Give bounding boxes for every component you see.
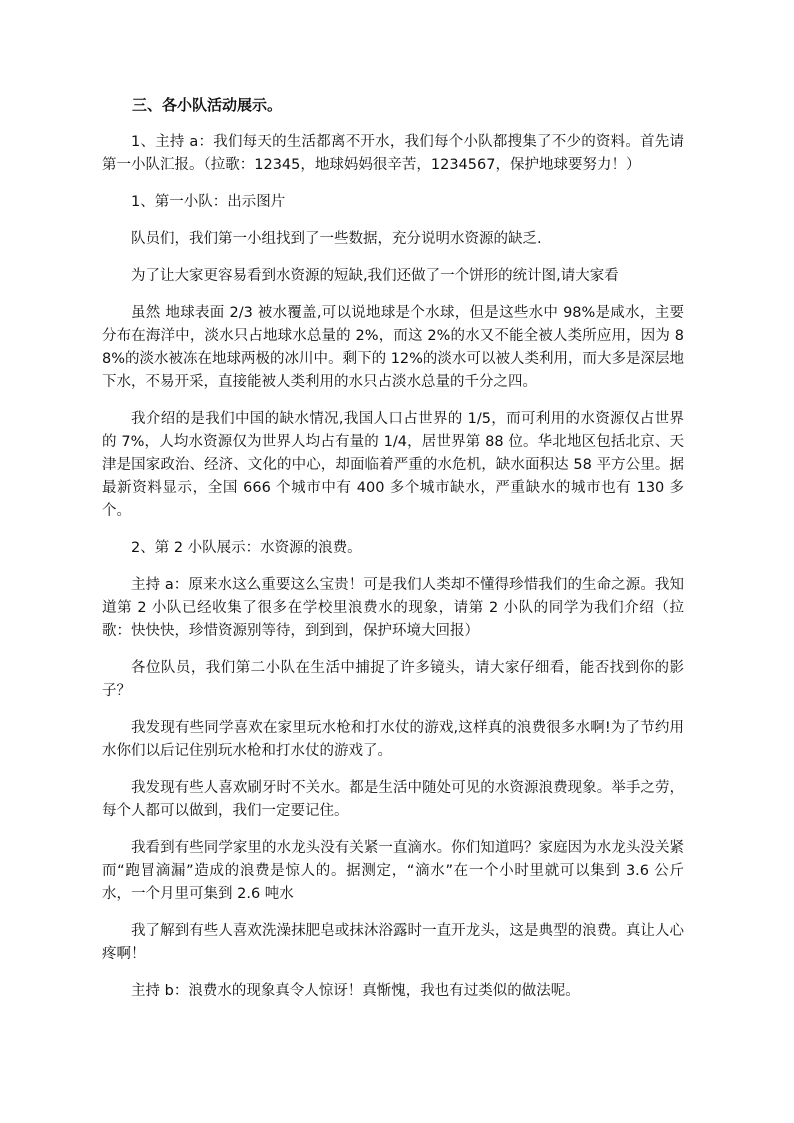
paragraph-host-a-intro: 1、主持 a：我们每天的生活都离不开水，我们每个小队都搜集了不少的资料。首先请第一小队汇报。（拉歌：12345，地球妈妈很辛苦，1234567，保护地球要努力！） <box>102 134 684 173</box>
paragraph-china-water: 我介绍的是我们中国的缺水情况,我国人口占世界的 1/5，而可利用的水资源仅占世界的 7%，人均水资源仅为世界人均占有量的 1/4，居世界第 88 位。华北地区包括北京、天津是国家政治、经济、文化的中心，却面临着严重的水危机，缺水面积达 58 平方公里。据最新资料显示，全国 666 个城市中有 400 多个城市缺水，严重缺水的城市也有 130 多个。 <box>102 411 684 519</box>
paragraph-host-b: 主持 b：浪费水的现象真令人惊讶！真惭愧，我也有过类似的做法呢。 <box>131 983 580 999</box>
paragraph-host-a-team2: 主持 a：原来水这么重要这么宝贵！可是我们人类却不懂得珍惜我们的生命之源。我知道第 2 小队已经收集了很多在学校里浪费水的现象，请第 2 小队的同学为我们介绍（拉歌：快快快，珍惜资源别等待，到到到，保护环境大回报） <box>102 577 684 639</box>
paragraph-team1-title: 1、第一小队：出示图片 <box>131 194 286 210</box>
section-heading: 三、各小队活动展示。 <box>132 96 283 114</box>
paragraph-earth-water: 虽然 地球表面 2/3 被水覆盖,可以说地球是个水球，但是这些水中 98%是咸水，主要分布在海洋中，淡水只占地球水总量的 2%，而这 2%的水又不能全被人类所应用，因为 88%的淡水被冻在地球两极的冰川中。剩下的 12%的淡水可以被人类利用，而大多是深层地下水，不易开采，直接能被人类利用的水只占淡水总量的千分之四。 <box>102 305 684 390</box>
paragraph-brushing-teeth: 我发现有些人喜欢刷牙时不关水。都是生活中随处可见的水资源浪费现象。举手之劳，每个人都可以做到，我们一定要记住。 <box>102 780 684 819</box>
paragraph-team2-members: 各位队员，我们第二小队在生活中捕捉了许多镜头，请大家仔细看，能否找到你的影子？ <box>102 660 684 699</box>
paragraph-pie-chart: 为了让大家更容易看到水资源的短缺,我们还做了一个饼形的统计图,请大家看 <box>131 268 619 284</box>
paragraph-team2-title: 2、第 2 小队展示：水资源的浪费。 <box>131 540 362 556</box>
paragraph-water-guns: 我发现有些同学喜欢在家里玩水枪和打水仗的游戏,这样真的浪费很多水啊!为了节约用水你们以后记住别玩水枪和打水仗的游戏了。 <box>102 720 684 759</box>
paragraph-team1-data: 队员们，我们第一小组找到了一些数据，充分说明水资源的缺乏. <box>131 231 542 247</box>
paragraph-shower: 我了解到有些人喜欢洗澡抹肥皂或抹沐浴露时一直开龙头，这是典型的浪费。真让人心疼啊！ <box>102 923 684 962</box>
paragraph-dripping-tap: 我看到有些同学家里的水龙头没有关紧一直滴水。你们知道吗？家庭因为水龙头没关紧而“跑冒滴漏”造成的浪费是惊人的。据测定，“滴水”在一个小时里就可以集到 3.6 公斤水，一个月里可集到 2.6 吨水 <box>102 840 684 902</box>
